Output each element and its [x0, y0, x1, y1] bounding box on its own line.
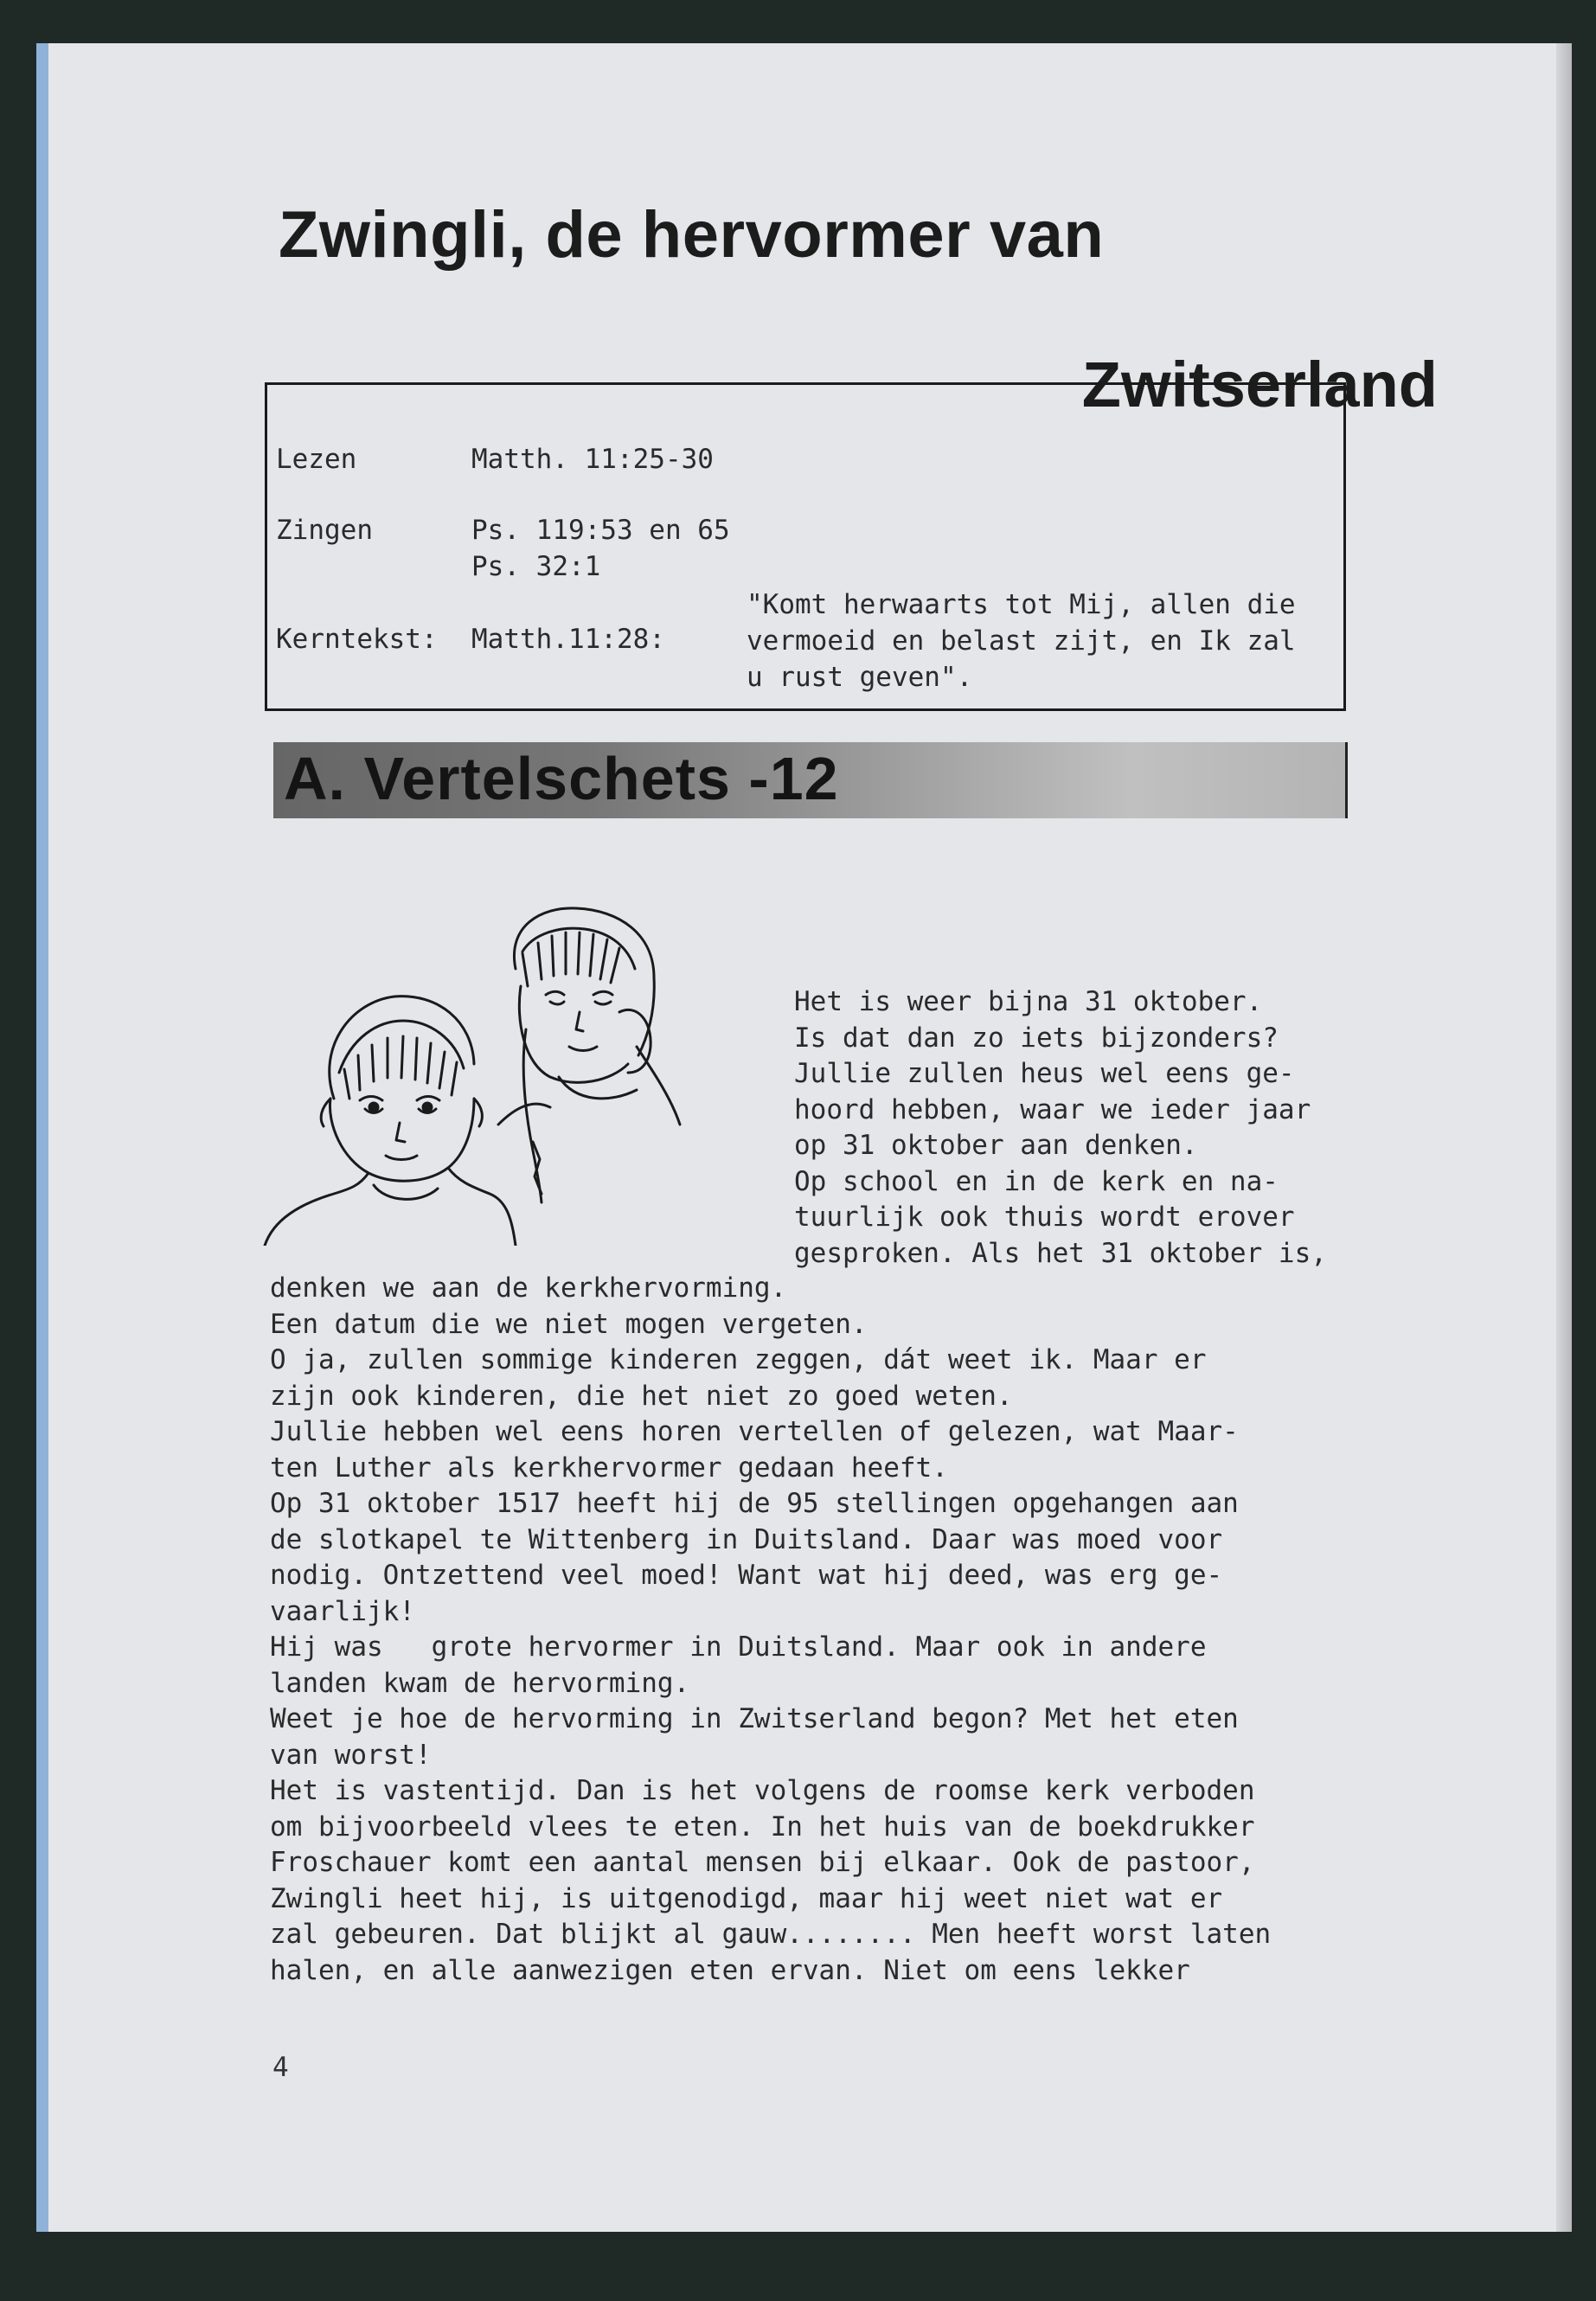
zingen-label: Zingen: [276, 515, 373, 546]
zingen-row: [276, 515, 730, 546]
page-title-line2: Zwitserland: [1081, 349, 1438, 420]
kerntekst-quote: "Komt herwaarts tot Mij, allen die vermoeid en belast zijt, en Ik zal u rust geven".: [747, 589, 1296, 693]
zingen-value-1: Ps. 119:53 en 65: [471, 515, 730, 546]
kerntekst-label: Kerntekst:: [276, 624, 438, 655]
kerntekst-ref: Matth.11:28:: [471, 624, 665, 655]
zingen-value-2: Ps. 32:1: [471, 551, 601, 582]
lezen-value: Matth. 11:25-30: [471, 444, 714, 475]
page-title-line1: Zwingli, de hervormer van: [279, 198, 1105, 272]
lezen-row: [276, 444, 714, 475]
body-text-main: denken we aan de kerkhervorming. Een datum die we niet mogen vergeten. O ja, zullen sommige kinderen zeggen, dát weet ik. Maar er zijn ook kinderen, die het niet zo goed weten. Jullie hebben wel eens horen vertellen of gelezen, wat Maar- ten Luther als kerkhervormer gedaan heeft. Op 31 oktober 1517 heeft hij de 95 stellingen opgehangen aan de slotkapel te Wittenberg in Duitsland. Daar was moed voor nodig. Ontzettend veel moed! Want wat hij deed, was erg ge- vaarlijk! Hij was grote hervormer in Duitsland. Maar ook in andere landen kwam de hervorming. Weet je hoe de hervorming in Zwitserland begon? Met het eten van worst! Het is vastentijd. Dan is het volgens de roomse kerk verboden om bijvoorbeeld vlees te eten. In het huis van de boekdrukker Froschauer komt een aantal mensen bij elkaar. Ook de pastoor, Zwingli heet hij, is uitgenodigd, maar hij weet niet wat er zal gebeuren. Dat blijkt al gauw........ Men heeft worst laten halen, en alle aanwezigen eten ervan. Niet om eens lekker: [270, 1272, 1272, 1986]
children-drawing-icon: [247, 900, 732, 1246]
section-banner: [273, 742, 1348, 818]
body-text-right-column: Het is weer bijna 31 oktober. Is dat dan zo iets bijzonders? Jullie zullen heus wel eens ge- hoord hebben, waar we ieder jaar op 31 oktober aan denken. Op school en in de kerk en na- tuurlijk ook thuis wordt erover gesproken. Als het 31 oktober is,: [794, 986, 1327, 1269]
lezen-label: Lezen: [276, 444, 357, 475]
section-title: A. Vertelschets -12: [284, 745, 839, 812]
zingen-row-2: [276, 551, 601, 582]
kerntekst-row: [276, 624, 665, 655]
page-edge: [1556, 43, 1572, 2232]
page-number: 4: [272, 2052, 289, 2083]
